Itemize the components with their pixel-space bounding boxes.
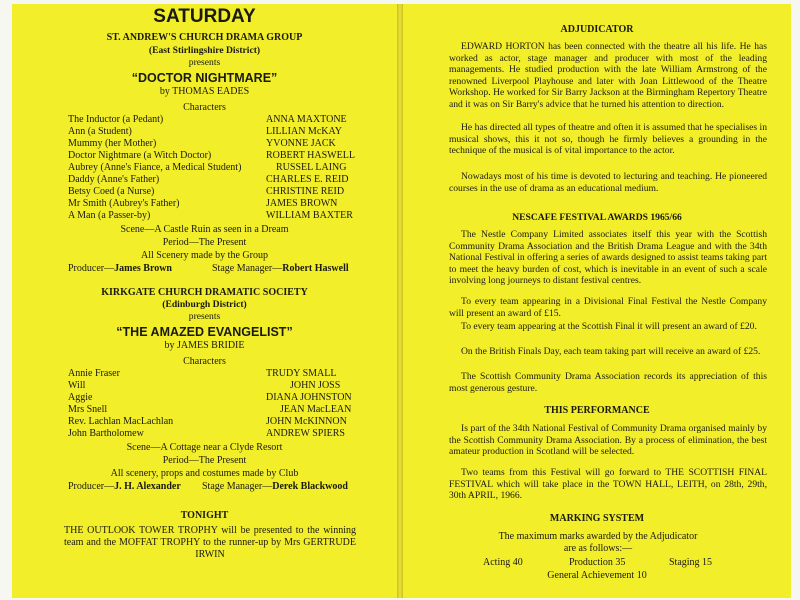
play2-title: “THE AMAZED EVANGELIST” <box>116 325 293 339</box>
cast-role: Daddy (Anne's Father) <box>68 174 160 185</box>
cast-row <box>68 174 356 186</box>
play1-stage-manager-line <box>212 263 349 275</box>
producer-name: J. H. Alexander <box>114 481 181 492</box>
play1-group: ST. ANDREW'S CHURCH DRAMA GROUP <box>106 32 303 43</box>
right-page <box>403 4 791 598</box>
tonight-text: THE OUTLOOK TOWER TROPHY will be presented to the winning team and the MOFFAT TROPHY to the runner-up by Mrs GERTRUDE IRWIN <box>64 525 356 560</box>
cast-role: Aggie <box>68 392 93 403</box>
cast-role: A Man (a Passer-by) <box>68 210 151 221</box>
play1-presents: presents <box>188 57 221 68</box>
play2-group: KIRKGATE CHURCH DRAMATIC SOCIETY <box>101 287 308 298</box>
adjudicator-heading: ADJUDICATOR <box>560 24 634 35</box>
cast-actor: RUSSEL LAING <box>276 162 347 173</box>
nescafe-paragraph-5: The Scottish Community Drama Association records its appreciation of this most generous gesture. <box>449 371 767 394</box>
performance-paragraph-1: Is part of the 34th National Festival of Community Drama organised mainly by the Scottish Community Drama Association. By a process of elimination, the best amateur production in Scotland will be selected. <box>449 423 767 458</box>
marking-heading: MARKING SYSTEM <box>549 513 645 524</box>
cast-actor: ANDREW SPIERS <box>266 428 345 439</box>
cast-actor: JOHN McKINNON <box>266 416 347 427</box>
cast-role: Rev. Lachlan MacLachlan <box>68 416 174 427</box>
cast-actor: ANNA MAXTONE <box>266 114 347 125</box>
left-page <box>12 4 397 598</box>
cast-row <box>68 138 356 150</box>
cast-role: Ann (a Student) <box>68 126 132 137</box>
cast-role: Mummy (her Mother) <box>68 138 157 149</box>
cast-role: Mr Smith (Aubrey's Father) <box>68 198 180 209</box>
cast-actor: JAMES BROWN <box>266 198 338 209</box>
cast-role: Will <box>68 380 86 391</box>
play1-district: (East Stirlingshire District) <box>148 45 261 56</box>
play2-stage-manager-line <box>202 481 348 493</box>
nescafe-paragraph-2: To every team appearing in a Divisional Final Festival the Nestle Company will present an award of £15. <box>449 296 767 319</box>
cast-row <box>68 114 356 126</box>
cast-row <box>68 186 356 198</box>
cast-actor: LILLIAN McKAY <box>266 126 343 137</box>
play1-title: “DOCTOR NIGHTMARE” <box>131 71 278 85</box>
cast-role: Betsy Coed (a Nurse) <box>68 186 155 197</box>
performance-heading: THIS PERFORMANCE <box>544 405 650 416</box>
producer-label: Producer— <box>68 481 115 492</box>
nescafe-paragraph-4: On the British Finals Day, each team taking part will receive an award of £25. <box>461 346 761 357</box>
cast-row <box>68 368 356 380</box>
play1-author: by THOMAS EADES <box>159 86 250 97</box>
cast-row <box>68 198 356 210</box>
cast-role: Doctor Nightmare (a Witch Doctor) <box>68 150 212 161</box>
adjudicator-paragraph-1: EDWARD HORTON has been connected with the theatre all his life. He has worked as actor, stage manager and producer with most of the leading managements. He studied production with the late William Armstrong of the renowned Liverpool Playhouse and later with Joan Littlewood of the Theatre Workshop. He worked for Sir Barry Jackson at the Birmingham Repertory Theatre and it was on Sir Barry's advice that he turned his attention to direction. <box>449 41 767 110</box>
cast-actor: DIANA JOHNSTON <box>266 392 352 403</box>
cast-actor: CHARLES E. REID <box>266 174 349 185</box>
stage-manager-name: Derek Blackwood <box>272 481 348 492</box>
day-heading: SATURDAY <box>153 6 256 27</box>
play1-scenery: All Scenery made by the Group <box>141 250 268 261</box>
cast-row <box>68 126 356 138</box>
producer-label: Producer— <box>68 263 115 274</box>
cast-row <box>68 150 356 162</box>
stage-manager-label: Stage Manager— <box>212 263 283 274</box>
play2-presents: presents <box>188 311 221 322</box>
nescafe-paragraph-3: To every team appearing at the Scottish Final it will present an award of £20. <box>461 321 757 332</box>
stage-manager-label: Stage Manager— <box>202 481 273 492</box>
cast-actor: JOHN JOSS <box>290 380 341 391</box>
adjudicator-paragraph-2: He has directed all types of theatre and often it is assumed that he specialises in musical shows, this it not so, though he firmly believes a grounding in the technique of the musical is of vital importance to the actor. <box>449 122 767 157</box>
cast-row <box>68 210 356 222</box>
marking-production: Production 35 <box>569 557 626 568</box>
play1-scene: Scene—A Castle Ruin as seen in a Dream <box>120 224 289 235</box>
nescafe-heading: NESCAFE FESTIVAL AWARDS 1965/66 <box>512 212 682 223</box>
cast-row <box>68 404 356 416</box>
cast-role: Mrs Snell <box>68 404 108 415</box>
adjudicator-paragraph-3: Nowadays most of his time is devoted to lecturing and teaching. He pioneered courses in the use of drama as an educational medium. <box>449 171 767 194</box>
cast-actor: YVONNE JACK <box>266 138 336 149</box>
marking-staging: Staging 15 <box>669 557 713 568</box>
cast-row <box>68 162 356 174</box>
cast-actor: WILLIAM BAXTER <box>266 210 353 221</box>
marking-general: General Achievement 10 <box>547 570 647 581</box>
play2-district: (Edinburgh District) <box>162 299 247 310</box>
cast-role: The Inductor (a Pedant) <box>68 114 164 125</box>
play2-characters-heading: Characters <box>183 356 226 367</box>
cast-role: Aubrey (Anne's Fiance, a Medical Student) <box>68 162 242 173</box>
marking-intro: The maximum marks awarded by the Adjudicator are as follows:— <box>498 531 698 554</box>
stage-manager-name: Robert Haswell <box>282 263 349 274</box>
performance-paragraph-2: Two teams from this Festival will go forward to THE SCOTTISH FINAL FESTIVAL which will take place in the TOWN HALL, LEITH, on 28th, 29th, 30th APRIL, 1966. <box>449 467 767 502</box>
play2-period: Period—The Present <box>162 455 247 466</box>
cast-role: John Bartholomew <box>68 428 144 439</box>
play1-producer-line <box>68 263 172 275</box>
cast-row <box>68 380 356 392</box>
cast-actor: CHRISTINE REID <box>266 186 345 197</box>
play1-characters-heading: Characters <box>183 102 226 113</box>
play2-scene: Scene—A Cottage near a Clyde Resort <box>126 442 283 453</box>
nescafe-paragraph-1: The Nestle Company Limited associates itself this year with the Scottish Community Drama Association and the British Drama League and with the 34th National Festival in offering a series of awards designed to assist teams taking part to meet the heavy burden of cost, which is inevitable in an event of such a scale involving long journeys to distant festival centres. <box>449 229 767 287</box>
marking-acting: Acting 40 <box>483 557 523 568</box>
play2-scenery: All scenery, props and costumes made by Club <box>110 468 299 479</box>
producer-name: James Brown <box>114 263 172 274</box>
play1-period: Period—The Present <box>162 237 247 248</box>
cast-row <box>68 416 356 428</box>
play2-producer-line <box>68 481 181 493</box>
play2-author: by JAMES BRIDIE <box>164 340 245 351</box>
cast-row <box>68 392 356 404</box>
cast-actor: ROBERT HASWELL <box>266 150 355 161</box>
tonight-heading: TONIGHT <box>180 510 229 521</box>
cast-role: Annie Fraser <box>68 368 120 379</box>
cast-actor: TRUDY SMALL <box>266 368 337 379</box>
cast-actor: JEAN MacLEAN <box>280 404 352 415</box>
cast-row <box>68 428 356 440</box>
